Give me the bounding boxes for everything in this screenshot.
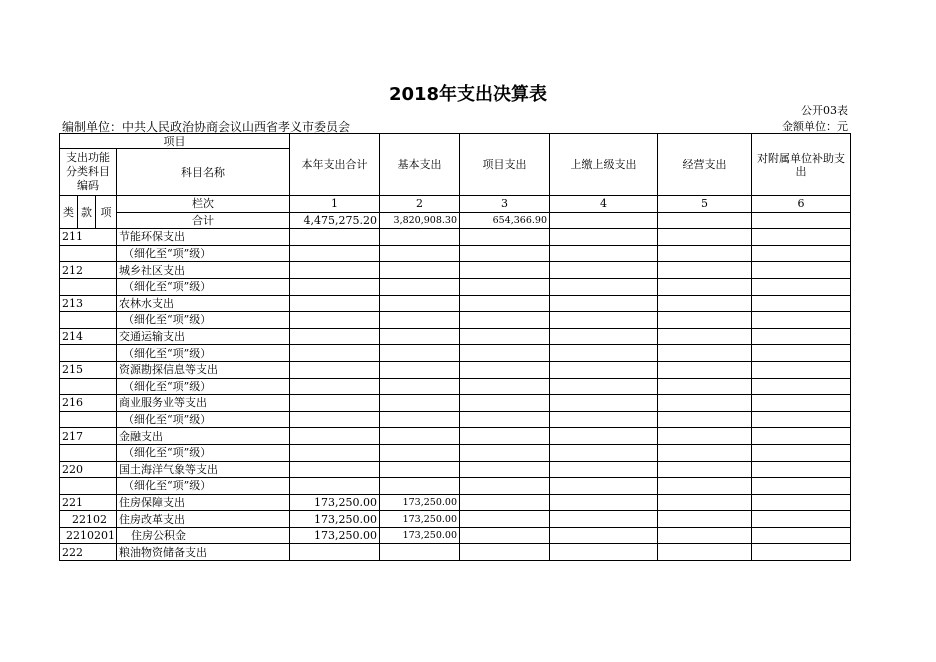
row-business bbox=[658, 328, 752, 345]
row-code: 2210201 bbox=[60, 527, 117, 544]
row-upper bbox=[550, 378, 658, 395]
row-name: 住房改革支出 bbox=[117, 511, 290, 528]
header-row-item bbox=[60, 134, 851, 149]
row-business bbox=[658, 444, 752, 461]
row-code: 214 bbox=[60, 328, 117, 345]
col-num-5: 5 bbox=[658, 196, 752, 213]
row-basic bbox=[380, 411, 460, 428]
row-subsidy bbox=[752, 544, 851, 561]
col-num-3: 3 bbox=[460, 196, 550, 213]
row-subsidy bbox=[752, 527, 851, 544]
row-basic: 173,250.00 bbox=[380, 494, 460, 511]
header-kuan: 款 bbox=[78, 196, 96, 229]
row-name: （细化至“项”级） bbox=[117, 278, 290, 295]
total-basic: 3,820,908.30 bbox=[380, 212, 460, 229]
row-project bbox=[460, 361, 550, 378]
row-name: 国土海洋气象等支出 bbox=[117, 461, 290, 478]
row-project bbox=[460, 494, 550, 511]
row-code: 212 bbox=[60, 262, 117, 279]
row-upper bbox=[550, 312, 658, 329]
row-business bbox=[658, 527, 752, 544]
row-name: 交通运输支出 bbox=[117, 328, 290, 345]
table-row bbox=[60, 544, 851, 561]
row-project bbox=[460, 461, 550, 478]
row-name: （细化至“项”级） bbox=[117, 345, 290, 362]
row-subsidy bbox=[752, 229, 851, 246]
table-row bbox=[60, 494, 851, 511]
row-basic: 173,250.00 bbox=[380, 511, 460, 528]
header-basic: 基本支出 bbox=[380, 134, 460, 196]
row-upper bbox=[550, 278, 658, 295]
row-project bbox=[460, 478, 550, 495]
header-total: 本年支出合计 bbox=[290, 134, 380, 196]
table-row bbox=[60, 361, 851, 378]
row-upper bbox=[550, 411, 658, 428]
row-subsidy bbox=[752, 444, 851, 461]
row-code: 216 bbox=[60, 395, 117, 412]
row-subsidy bbox=[752, 411, 851, 428]
row-total bbox=[290, 345, 380, 362]
header-upper: 上缴上级支出 bbox=[550, 134, 658, 196]
row-basic bbox=[380, 229, 460, 246]
row-upper bbox=[550, 361, 658, 378]
row-code bbox=[60, 278, 117, 295]
row-upper bbox=[550, 229, 658, 246]
row-total bbox=[290, 328, 380, 345]
table-row bbox=[60, 527, 851, 544]
row-business bbox=[658, 278, 752, 295]
row-total bbox=[290, 395, 380, 412]
row-project bbox=[460, 527, 550, 544]
row-business bbox=[658, 461, 752, 478]
header-name: 科目名称 bbox=[117, 149, 290, 196]
row-total bbox=[290, 428, 380, 445]
row-basic bbox=[380, 361, 460, 378]
row-project bbox=[460, 262, 550, 279]
row-total: 173,250.00 bbox=[290, 511, 380, 528]
row-subsidy bbox=[752, 428, 851, 445]
row-project bbox=[460, 511, 550, 528]
total-business bbox=[658, 212, 752, 229]
row-business bbox=[658, 494, 752, 511]
row-project bbox=[460, 312, 550, 329]
row-basic bbox=[380, 328, 460, 345]
row-name: 住房保障支出 bbox=[117, 494, 290, 511]
row-name: 城乡社区支出 bbox=[117, 262, 290, 279]
row-subsidy bbox=[752, 245, 851, 262]
row-upper bbox=[550, 544, 658, 561]
row-project bbox=[460, 444, 550, 461]
row-total bbox=[290, 411, 380, 428]
row-name: （细化至“项”级） bbox=[117, 478, 290, 495]
table-row bbox=[60, 295, 851, 312]
row-code: 211 bbox=[60, 229, 117, 246]
row-code: 222 bbox=[60, 544, 117, 561]
table-row bbox=[60, 411, 851, 428]
row-business bbox=[658, 361, 752, 378]
table-row bbox=[60, 378, 851, 395]
row-subsidy bbox=[752, 345, 851, 362]
row-total bbox=[290, 229, 380, 246]
row-project bbox=[460, 428, 550, 445]
row-business bbox=[658, 262, 752, 279]
page-title: 2018年支出决算表 bbox=[388, 84, 548, 105]
table-row bbox=[60, 345, 851, 362]
row-total bbox=[290, 461, 380, 478]
row-project bbox=[460, 278, 550, 295]
row-business bbox=[658, 478, 752, 495]
row-code: 213 bbox=[60, 295, 117, 312]
row-name: （细化至“项”级） bbox=[117, 312, 290, 329]
row-business bbox=[658, 511, 752, 528]
row-basic bbox=[380, 544, 460, 561]
table-row bbox=[60, 328, 851, 345]
table-row bbox=[60, 245, 851, 262]
compiling-unit: 编制单位：中共人民政治协商会议山西省孝义市委员会 bbox=[62, 120, 351, 134]
row-upper bbox=[550, 444, 658, 461]
table-row bbox=[60, 229, 851, 246]
row-upper bbox=[550, 478, 658, 495]
row-subsidy bbox=[752, 361, 851, 378]
row-upper bbox=[550, 511, 658, 528]
total-subsidy bbox=[752, 212, 851, 229]
row-code bbox=[60, 444, 117, 461]
header-row-lanci bbox=[60, 196, 851, 213]
table-row bbox=[60, 395, 851, 412]
row-project bbox=[460, 229, 550, 246]
table-row bbox=[60, 444, 851, 461]
row-name: （细化至“项”级） bbox=[117, 444, 290, 461]
form-number: 公开03表 bbox=[801, 104, 848, 117]
row-upper bbox=[550, 395, 658, 412]
col-num-1: 1 bbox=[290, 196, 380, 213]
row-upper bbox=[550, 295, 658, 312]
row-upper bbox=[550, 494, 658, 511]
row-total bbox=[290, 544, 380, 561]
row-total: 173,250.00 bbox=[290, 527, 380, 544]
total-total: 4,475,275.20 bbox=[290, 212, 380, 229]
row-subsidy bbox=[752, 295, 851, 312]
row-upper bbox=[550, 262, 658, 279]
row-subsidy bbox=[752, 395, 851, 412]
row-project bbox=[460, 378, 550, 395]
row-project bbox=[460, 345, 550, 362]
row-code: 22102 bbox=[60, 511, 117, 528]
currency-unit: 金额单位：元 bbox=[782, 120, 848, 133]
row-total bbox=[290, 278, 380, 295]
row-upper bbox=[550, 345, 658, 362]
row-business bbox=[658, 428, 752, 445]
row-basic bbox=[380, 295, 460, 312]
row-total bbox=[290, 361, 380, 378]
row-basic bbox=[380, 378, 460, 395]
row-total bbox=[290, 378, 380, 395]
row-upper bbox=[550, 428, 658, 445]
row-total bbox=[290, 478, 380, 495]
header-code-group: 支出功能分类科目编码 bbox=[60, 149, 117, 196]
row-total bbox=[290, 245, 380, 262]
row-project bbox=[460, 328, 550, 345]
col-num-6: 6 bbox=[752, 196, 851, 213]
row-subsidy bbox=[752, 461, 851, 478]
row-upper bbox=[550, 461, 658, 478]
row-code: 220 bbox=[60, 461, 117, 478]
row-name: （细化至“项”级） bbox=[117, 378, 290, 395]
table-row bbox=[60, 428, 851, 445]
row-project bbox=[460, 395, 550, 412]
row-code bbox=[60, 378, 117, 395]
row-business bbox=[658, 378, 752, 395]
header-item: 项目 bbox=[60, 134, 290, 149]
header-xiang: 项 bbox=[96, 196, 117, 229]
row-business bbox=[658, 245, 752, 262]
row-basic bbox=[380, 312, 460, 329]
row-basic bbox=[380, 444, 460, 461]
row-basic bbox=[380, 262, 460, 279]
row-basic bbox=[380, 395, 460, 412]
row-name: 住房公积金 bbox=[117, 527, 290, 544]
row-code: 215 bbox=[60, 361, 117, 378]
row-total bbox=[290, 444, 380, 461]
row-upper bbox=[550, 328, 658, 345]
expenditure-table bbox=[59, 133, 851, 561]
total-upper bbox=[550, 212, 658, 229]
row-code: 221 bbox=[60, 494, 117, 511]
row-basic bbox=[380, 345, 460, 362]
header-business: 经营支出 bbox=[658, 134, 752, 196]
row-name: 金融支出 bbox=[117, 428, 290, 445]
row-basic: 173,250.00 bbox=[380, 527, 460, 544]
table-row bbox=[60, 312, 851, 329]
row-basic bbox=[380, 245, 460, 262]
table-row bbox=[60, 511, 851, 528]
row-code bbox=[60, 245, 117, 262]
header-lanci: 栏次 bbox=[117, 196, 290, 213]
col-num-2: 2 bbox=[380, 196, 460, 213]
row-name: （细化至“项”级） bbox=[117, 411, 290, 428]
row-subsidy bbox=[752, 328, 851, 345]
table-row bbox=[60, 461, 851, 478]
row-subsidy bbox=[752, 511, 851, 528]
row-code bbox=[60, 345, 117, 362]
row-name: 商业服务业等支出 bbox=[117, 395, 290, 412]
row-name: （细化至“项”级） bbox=[117, 245, 290, 262]
row-business bbox=[658, 544, 752, 561]
row-total bbox=[290, 262, 380, 279]
row-code bbox=[60, 411, 117, 428]
row-business bbox=[658, 229, 752, 246]
header-lei: 类 bbox=[60, 196, 78, 229]
row-upper bbox=[550, 527, 658, 544]
row-project bbox=[460, 245, 550, 262]
row-project bbox=[460, 411, 550, 428]
row-business bbox=[658, 395, 752, 412]
row-name: 资源勘探信息等支出 bbox=[117, 361, 290, 378]
row-name: 农林水支出 bbox=[117, 295, 290, 312]
header-subsidy: 对附属单位补助支出 bbox=[752, 134, 851, 196]
row-project bbox=[460, 295, 550, 312]
row-name: 节能环保支出 bbox=[117, 229, 290, 246]
row-subsidy bbox=[752, 278, 851, 295]
row-basic bbox=[380, 478, 460, 495]
row-business bbox=[658, 295, 752, 312]
row-total bbox=[290, 295, 380, 312]
total-row bbox=[60, 212, 851, 229]
row-business bbox=[658, 411, 752, 428]
total-project: 654,366.90 bbox=[460, 212, 550, 229]
row-basic bbox=[380, 278, 460, 295]
row-upper bbox=[550, 245, 658, 262]
row-business bbox=[658, 345, 752, 362]
row-subsidy bbox=[752, 262, 851, 279]
total-label: 合计 bbox=[117, 212, 290, 229]
row-business bbox=[658, 312, 752, 329]
table-row bbox=[60, 278, 851, 295]
col-num-4: 4 bbox=[550, 196, 658, 213]
row-code bbox=[60, 312, 117, 329]
row-basic bbox=[380, 428, 460, 445]
row-total bbox=[290, 312, 380, 329]
row-code bbox=[60, 478, 117, 495]
row-subsidy bbox=[752, 494, 851, 511]
row-basic bbox=[380, 461, 460, 478]
row-subsidy bbox=[752, 478, 851, 495]
header-project: 项目支出 bbox=[460, 134, 550, 196]
table-row bbox=[60, 262, 851, 279]
row-project bbox=[460, 544, 550, 561]
row-subsidy bbox=[752, 312, 851, 329]
row-code: 217 bbox=[60, 428, 117, 445]
row-name: 粮油物资储备支出 bbox=[117, 544, 290, 561]
row-subsidy bbox=[752, 378, 851, 395]
table-row bbox=[60, 478, 851, 495]
row-total: 173,250.00 bbox=[290, 494, 380, 511]
